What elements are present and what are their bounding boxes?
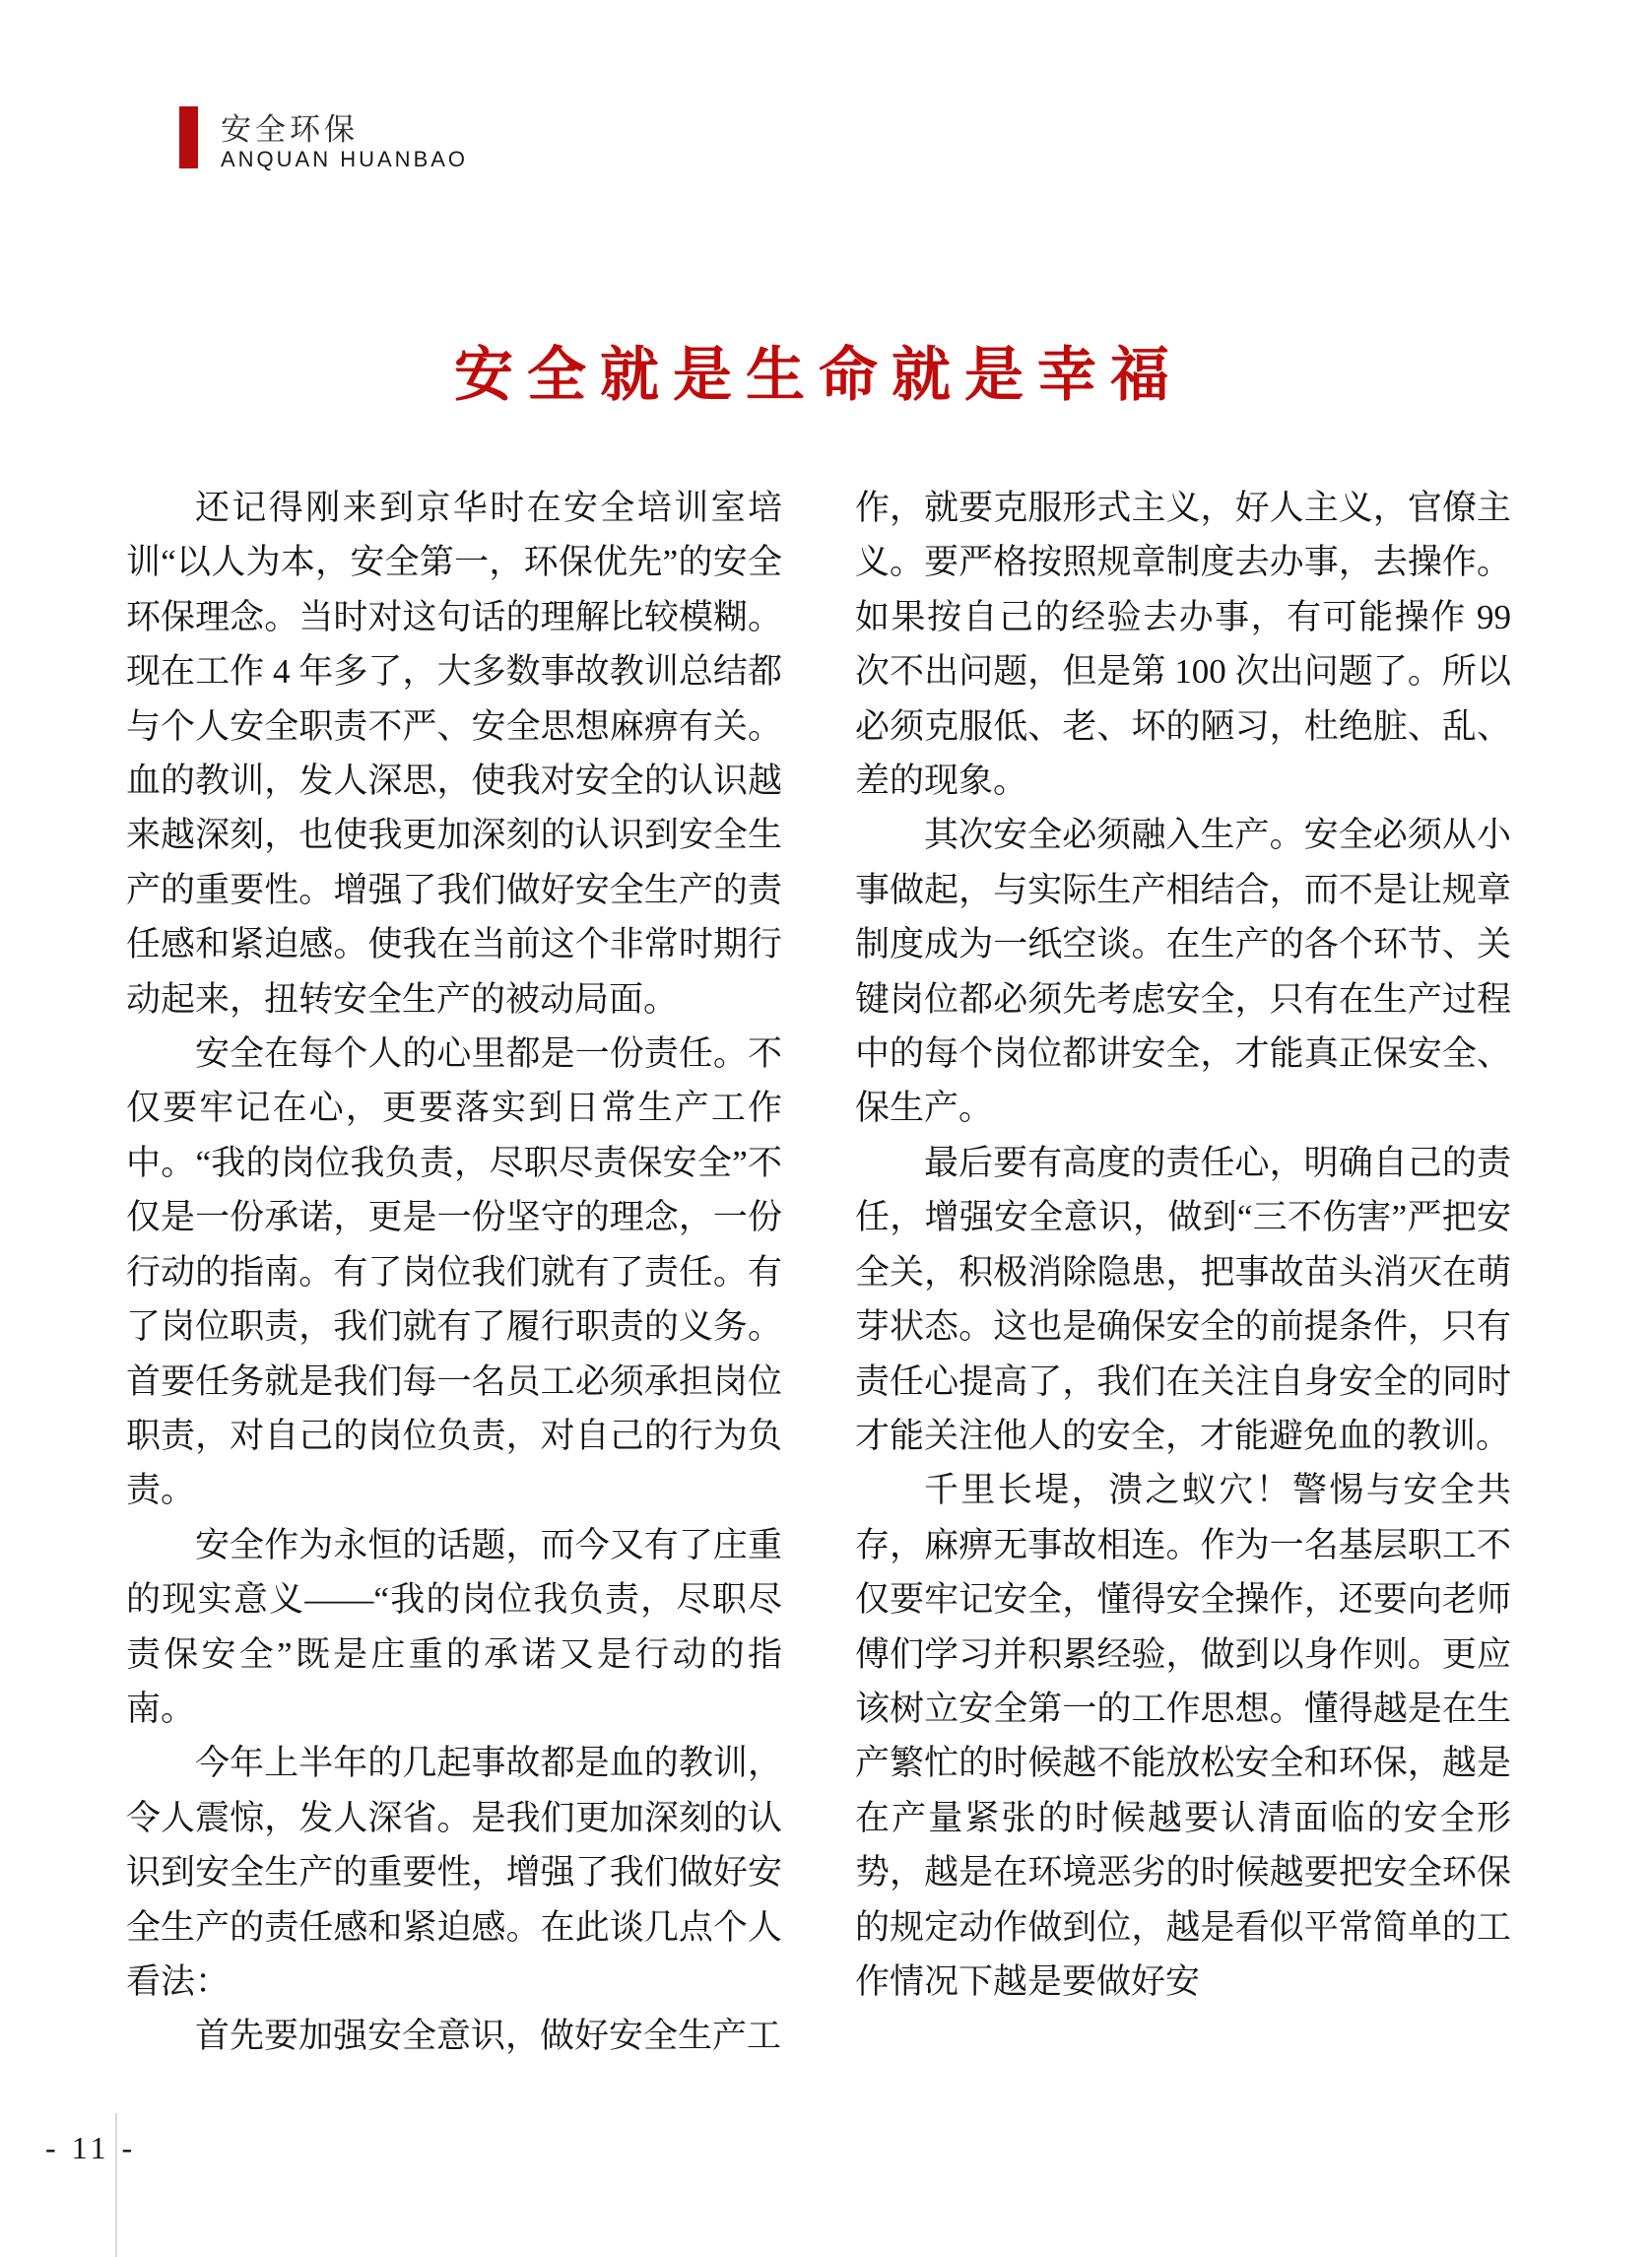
left-column — [126, 481, 782, 2064]
right-column — [855, 481, 1511, 2064]
paragraph: 千里长堤，溃之蚁穴！警惕与安全共存，麻痹无事故相连。作为一名基层职工不仅要牢记安全，懂得安全操作，还要向老师傅们学习并积累经验，做到以身作则。更应该树立安全第一的工作思想。懂得越是在生产繁忙的时候越不能放松安全和环保，越是在产量紧张的时候越要认清面临的安全形势，越是在环境恶劣的时候越要把安全环保的规定动作做到位，越是看似平常简单的工作情况下越是要做好安 — [855, 1471, 1511, 2001]
section-title-pinyin: ANQUAN HUANBAO — [221, 147, 469, 171]
paragraph: 安全在每个人的心里都是一份责任。不仅要牢记在心，更要落实到日常生产工作中。“我的岗位我负责，尽职尽责保安全”不仅是一份承诺，更是一份坚守的理念，一份行动的指南。有了岗位我们就有了责任。有了岗位职责，我们就有了履行职责的义务。首要任务就是我们每一名员工必须承担岗位职责，对自己的岗位负责，对自己的行为负责。 — [126, 1034, 782, 1510]
section-title-chinese: 安全环保 — [221, 112, 359, 147]
paragraph: 今年上半年的几起事故都是血的教训，令人震惊，发人深省。是我们更加深刻的认识到安全生产的重要性，增强了我们做好安全生产的责任感和紧迫感。在此谈几点个人看法： — [126, 1744, 782, 2001]
paragraph: 安全作为永恒的话题，而今又有了庄重的现实意义——“我的岗位我负责，尽职尽责保安全”既是庄重的承诺又是行动的指南。 — [126, 1525, 782, 1728]
paragraph-continuation: 作，就要克服形式主义，好人主义，官僚主义。要严格按照规章制度去办事，去操作。如果按自己的经验去办事，有可能操作 99 次不出问题，但是第 100 次出问题了。所以必须克服低、老、坏的陋习，杜绝脏、乱、差的现象。 — [855, 489, 1511, 801]
paragraph: 最后要有高度的责任心，明确自己的责任，增强安全意识，做到“三不伤害”严把安全关，积极消除隐患，把事故苗头消灭在萌芽状态。这也是确保安全的前提条件，只有责任心提高了，我们在关注自身安全的同时才能关注他人的安全，才能避免血的教训。 — [855, 1143, 1511, 1455]
paragraph: 首先要加强安全意识，做好安全生产工 — [195, 2017, 782, 2056]
article-title: 安全就是生命就是幸福 — [454, 342, 1183, 408]
paragraph: 还记得刚来到京华时在安全培训室培训“以人为本，安全第一，环保优先”的安全环保理念。当时对这句话的理解比较模糊。现在工作 4 年多了，大多数事故教训总结都与个人安全职责不严、安全思想麻痹有关。血的教训，发人深思，使我对安全的认识越来越深刻，也使我更加深刻的认识到安全生产的重要性。增强了我们做好安全生产的责任感和紧迫感。使我在当前这个非常时期行动起来，扭转安全生产的被动局面。 — [126, 489, 782, 1019]
paragraph: 其次安全必须融入生产。安全必须从小事做起，与实际生产相结合，而不是让规章制度成为一纸空谈。在生产的各个环节、关键岗位都必须先考虑安全，只有在生产过程中的每个岗位都讲安全，才能真正保安全、保生产。 — [855, 816, 1511, 1128]
section-marker-bar — [179, 106, 198, 168]
article-body — [126, 481, 1511, 2064]
page-number: - 11 - — [45, 2130, 137, 2165]
